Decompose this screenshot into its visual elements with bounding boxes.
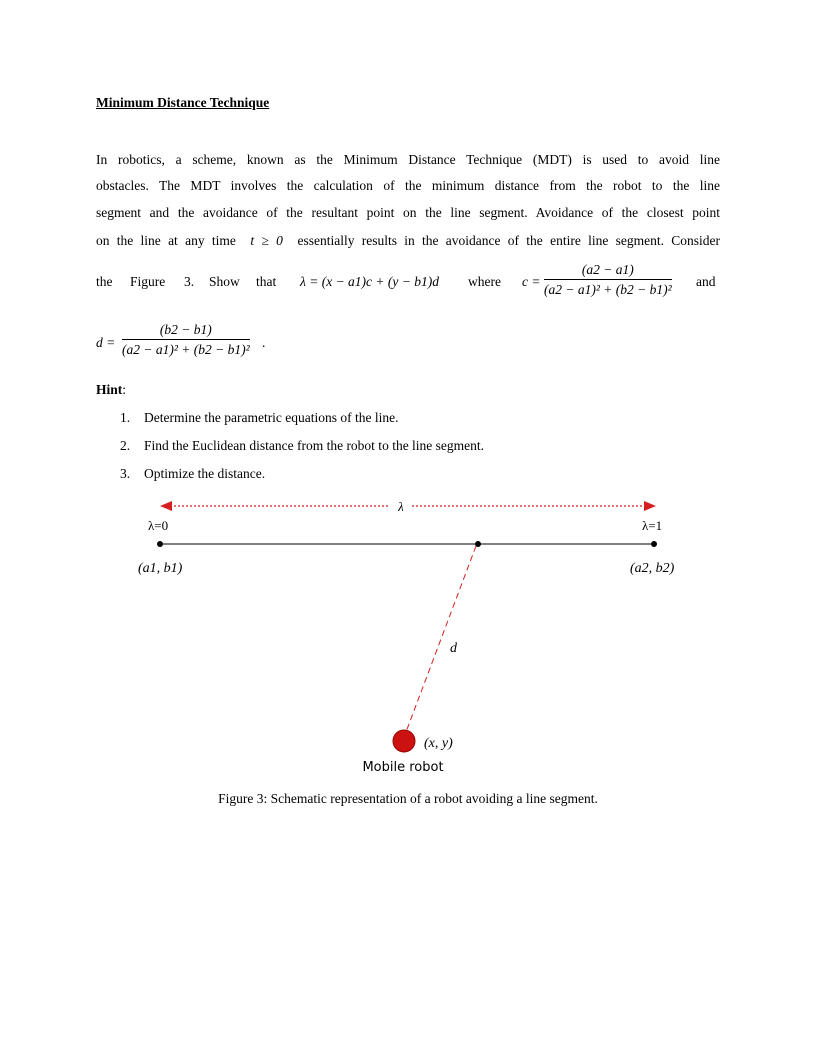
word-where: where (468, 274, 501, 289)
point-2-label: (a2, b2) (630, 561, 675, 576)
hint-step (120, 438, 484, 454)
figure-diagram (0, 490, 816, 790)
step-text: Determine the parametric equations of the line. (144, 410, 399, 425)
line5-show: Show (209, 274, 240, 289)
step-number: 3. (120, 466, 131, 481)
hint-label: Hint (96, 382, 123, 397)
lambda-zero-label: λ=0 (148, 518, 169, 533)
paragraph-line-2: obstacles. The MDT involves the calculation of the minimum distance from the robot to the line (96, 178, 720, 193)
equation-line (96, 262, 720, 302)
line5-number: 3. (184, 274, 195, 289)
c-denominator: (a2 − a1)² + (b2 − b1)² (544, 282, 672, 297)
d-end-period: . (262, 335, 266, 350)
endpoint-1 (157, 541, 163, 547)
d-label: d = (96, 335, 116, 350)
line4-text-a: on the line at any time (96, 233, 236, 248)
step-number: 1. (120, 410, 131, 425)
c-fraction (544, 262, 672, 298)
line5-that: that (256, 274, 277, 289)
time-condition: t ≥ 0 (250, 233, 283, 248)
page-title: Minimum Distance Technique (96, 95, 270, 110)
lambda-label: λ (398, 499, 404, 514)
step-text: Optimize the distance. (144, 466, 266, 481)
hint-heading (96, 382, 126, 398)
point-1-label: (a1, b1) (138, 561, 183, 576)
paragraph-line-3: segment and the avoidance of the resultant point on the line segment. Avoidance of the closest point (96, 205, 720, 220)
c-numerator: (a2 − a1) (544, 262, 672, 280)
d-numerator: (b2 − b1) (122, 322, 250, 340)
lambda-equation: λ = (x − a1)c + (y − b1)d (300, 274, 439, 289)
d-equation-line (96, 322, 720, 362)
step-number: 2. (120, 438, 131, 453)
arrowhead-right-icon (644, 501, 656, 511)
hint-colon: : (122, 382, 127, 397)
d-fraction (122, 322, 250, 358)
robot-icon (393, 730, 415, 752)
figure-caption: Figure 3: Schematic representation of a robot avoiding a line segment. (218, 791, 598, 806)
robot-coordinates: (x, y) (424, 736, 453, 751)
step-text: Find the Euclidean distance from the robot to the line segment. (144, 438, 485, 453)
line4-text-b: essentially results in the avoidance of the entire line segment. Consider (297, 233, 720, 248)
word-and: and (696, 274, 716, 289)
robot-label: Mobile robot (362, 760, 444, 775)
endpoint-2 (651, 541, 657, 547)
line5-figure: Figure (130, 274, 166, 289)
arrowhead-left-icon (160, 501, 172, 511)
line5-the: the (96, 274, 113, 289)
d-denominator: (a2 − a1)² + (b2 − b1)² (122, 342, 250, 357)
lambda-one-label: λ=1 (642, 518, 663, 533)
hint-step (120, 466, 265, 482)
distance-label: d (450, 641, 457, 656)
paragraph-line-4 (96, 233, 720, 249)
hint-step (120, 410, 399, 426)
paragraph-line-1: In robotics, a scheme, known as the Minimum Distance Technique (MDT) is used to avoid line (96, 152, 720, 167)
distance-line (406, 546, 476, 732)
c-label: c = (522, 274, 541, 289)
